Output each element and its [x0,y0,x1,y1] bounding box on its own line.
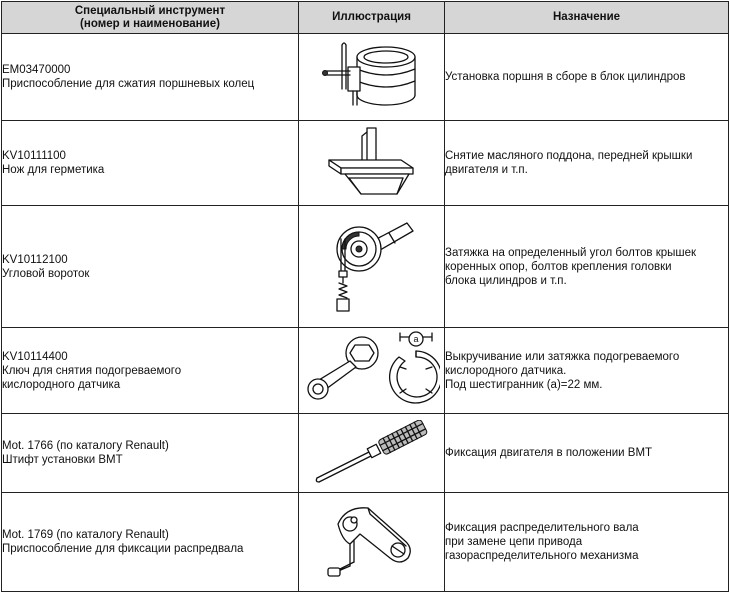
tool-cell [2,414,299,493]
purpose-cell [445,328,729,414]
purpose-line: газораспределительного механизма [445,550,639,562]
callout-label: a [412,333,419,344]
special-tools-table [1,1,729,592]
purpose-cell [445,34,729,121]
tool-name: Нож для герметика [2,164,105,176]
camshaft-holder-icon [324,500,420,584]
tool-name: Угловой вороток [2,267,90,280]
header-tool-line: Специальный инструмент [74,4,226,17]
purpose-line: блока цилиндров и т.п. [445,274,567,287]
tool-cell [2,34,299,121]
illustration-cell [299,34,445,121]
purpose-cell [445,121,729,206]
table-header-row [2,2,729,34]
tool-name: кислородного датчика [2,378,121,391]
purpose-cell [445,493,729,592]
piston-ring-compressor-icon [320,41,424,113]
purpose-line: при замене цепи привода [445,536,583,548]
sealant-cutter-icon [327,126,417,200]
table-row [2,121,729,206]
tool-code: Mot. 1766 (по каталогу Renault) [2,440,169,452]
tool-code: KV10114400 [2,350,68,363]
illustration-cell [299,206,445,328]
illustration-cell [299,121,445,206]
tool-cell [2,121,299,206]
purpose-line: коренных опор, болтов крепления головки [445,260,672,273]
header-purpose: Назначение [445,2,729,34]
table-row [2,206,729,328]
purpose-line: Фиксация распределительного вала [445,522,639,534]
purpose-cell [445,414,729,493]
header-tool [2,2,299,34]
purpose-line: кислородного датчика. [445,364,567,377]
purpose-line: Установка поршня в сборе в блок цилиндров [445,71,686,83]
purpose-line: Затяжка на определенный угол болтов крышек [445,246,697,259]
purpose-line: Фиксация двигателя в положении ВМТ [445,447,653,459]
purpose-cell [445,206,729,328]
tool-name: Приспособление для фиксации распредвала [2,543,244,555]
purpose-line: Выкручивание или затяжка подогреваемого [445,350,680,363]
tool-code: Mot. 1769 (по каталогу Renault) [2,529,169,541]
tool-name: Приспособление для сжатия поршневых колец [2,78,255,90]
tdc-pin-icon [309,420,435,486]
tool-cell [2,206,299,328]
table-row [2,414,729,493]
tool-name: Ключ для снятия подогреваемого [2,364,182,377]
tool-name: Штифт установки ВМТ [2,454,123,466]
illustration-cell [299,414,445,493]
purpose-line: Под шестигранник (a)=22 мм. [445,378,603,391]
tool-cell [2,328,299,414]
table-row [2,328,729,414]
purpose-line: двигателя и т.п. [445,164,528,176]
header-illustration: Иллюстрация [299,2,445,34]
purpose-line: Снятие масляного поддона, передней крышки [445,150,693,162]
oxygen-sensor-wrench-icon [304,331,440,411]
tool-code: KV10111100 [2,150,66,162]
tool-code: KV10112100 [2,253,68,266]
header-tool-line: (номер и наименование) [80,17,220,30]
tool-cell [2,493,299,592]
angle-wrench-icon [329,219,415,315]
table-row [2,34,729,121]
illustration-cell [299,493,445,592]
tool-code: EM03470000 [2,64,71,76]
illustration-cell [299,328,445,414]
table-row [2,493,729,592]
